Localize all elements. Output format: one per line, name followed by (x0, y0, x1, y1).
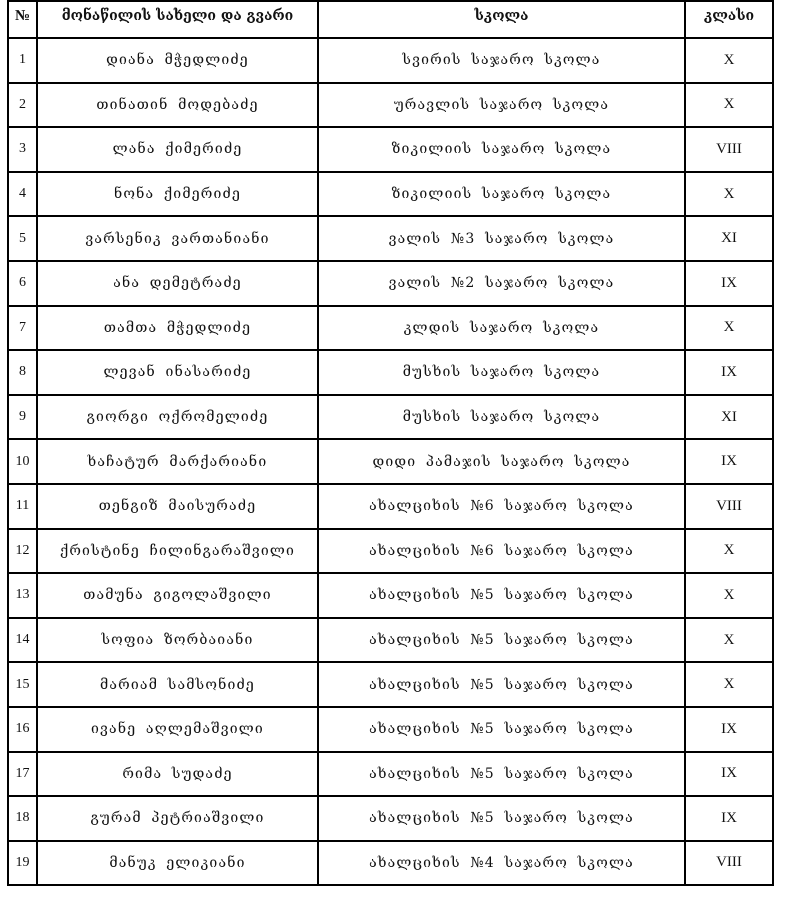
participant-name-cell: ქრისტინე ჩილინგარაშვილი (37, 529, 318, 574)
table-row (8, 752, 773, 797)
row-number-cell: 10 (8, 439, 37, 484)
participant-name-cell: თამუნა გიგოლაშვილი (37, 573, 318, 618)
school-cell: ახალციხის №5 საჯარო სკოლა (318, 707, 685, 752)
table-row (8, 216, 773, 261)
class-cell: X (685, 662, 773, 707)
participant-name-cell: გიორგი ოქრომელიძე (37, 395, 318, 440)
class-cell: X (685, 83, 773, 128)
participant-name-cell: გურამ პეტრიაშვილი (37, 796, 318, 841)
table-row (8, 484, 773, 529)
participant-name-cell: ლანა ქიმერიძე (37, 127, 318, 172)
school-cell: ახალციხის №5 საჯარო სკოლა (318, 618, 685, 663)
row-number-cell: 13 (8, 573, 37, 618)
row-number-cell: 9 (8, 395, 37, 440)
school-cell: ახალციხის №6 საჯარო სკოლა (318, 484, 685, 529)
row-number-cell: 7 (8, 306, 37, 351)
table-row (8, 83, 773, 128)
table-row (8, 127, 773, 172)
class-cell: X (685, 38, 773, 83)
row-number-cell: 3 (8, 127, 37, 172)
school-cell: ზიკილიის საჯარო სკოლა (318, 172, 685, 217)
class-cell: X (685, 529, 773, 574)
column-header-number: № (8, 1, 37, 38)
school-cell: ზიკილიის საჯარო სკოლა (318, 127, 685, 172)
row-number-cell: 18 (8, 796, 37, 841)
school-cell: ახალციხის №5 საჯარო სკოლა (318, 752, 685, 797)
class-cell: X (685, 618, 773, 663)
participant-name-cell: თამთა მჭედლიძე (37, 306, 318, 351)
row-number-cell: 6 (8, 261, 37, 306)
participant-name-cell: ვარსენიკ ვართანიანი (37, 216, 318, 261)
participant-name-cell: თენგიზ მაისურაძე (37, 484, 318, 529)
table-row (8, 172, 773, 217)
row-number-cell: 8 (8, 350, 37, 395)
table-row (8, 529, 773, 574)
table-body (8, 38, 773, 885)
column-header-school: სკოლა (318, 1, 685, 38)
row-number-cell: 2 (8, 83, 37, 128)
table-row (8, 662, 773, 707)
table-row (8, 841, 773, 886)
class-cell: VIII (685, 484, 773, 529)
participants-table (7, 0, 774, 886)
class-cell: IX (685, 707, 773, 752)
row-number-cell: 17 (8, 752, 37, 797)
school-cell: მუსხის საჯარო სკოლა (318, 395, 685, 440)
row-number-cell: 16 (8, 707, 37, 752)
school-cell: ახალციხის №6 საჯარო სკოლა (318, 529, 685, 574)
class-cell: VIII (685, 841, 773, 886)
class-cell: VIII (685, 127, 773, 172)
participant-name-cell: თინათინ მოდებაძე (37, 83, 318, 128)
school-cell: ახალციხის №5 საჯარო სკოლა (318, 796, 685, 841)
school-cell: ურავლის საჯარო სკოლა (318, 83, 685, 128)
table-row (8, 395, 773, 440)
participant-name-cell: რიმა სუდაძე (37, 752, 318, 797)
class-cell: IX (685, 261, 773, 306)
table-row (8, 350, 773, 395)
participant-name-cell: ანა დემეტრაძე (37, 261, 318, 306)
row-number-cell: 5 (8, 216, 37, 261)
participants-table-wrapper (7, 0, 774, 886)
participant-name-cell: ხაჩატურ მარქარიანი (37, 439, 318, 484)
table-row (8, 707, 773, 752)
row-number-cell: 19 (8, 841, 37, 886)
table-row (8, 261, 773, 306)
class-cell: XI (685, 216, 773, 261)
school-cell: ახალციხის №4 საჯარო სკოლა (318, 841, 685, 886)
class-cell: X (685, 573, 773, 618)
participant-name-cell: დიანა მჭედლიძე (37, 38, 318, 83)
class-cell: IX (685, 350, 773, 395)
row-number-cell: 4 (8, 172, 37, 217)
participant-name-cell: მარიამ სამსონიძე (37, 662, 318, 707)
school-cell: ახალციხის №5 საჯარო სკოლა (318, 662, 685, 707)
column-header-name: მონაწილის სახელი და გვარი (37, 1, 318, 38)
class-cell: IX (685, 752, 773, 797)
participant-name-cell: სოფია ზორბაიანი (37, 618, 318, 663)
participant-name-cell: ივანე აღლემაშვილი (37, 707, 318, 752)
table-row (8, 573, 773, 618)
school-cell: დიდი პამაჯის საჯარო სკოლა (318, 439, 685, 484)
participant-name-cell: ნონა ქიმერიძე (37, 172, 318, 217)
table-row (8, 306, 773, 351)
school-cell: ახალციხის №5 საჯარო სკოლა (318, 573, 685, 618)
row-number-cell: 11 (8, 484, 37, 529)
class-cell: XI (685, 395, 773, 440)
school-cell: ვალის №3 საჯარო სკოლა (318, 216, 685, 261)
participant-name-cell: მანუკ ელიკიანი (37, 841, 318, 886)
column-header-class: კლასი (685, 1, 773, 38)
row-number-cell: 12 (8, 529, 37, 574)
table-row (8, 796, 773, 841)
table-row (8, 618, 773, 663)
class-cell: X (685, 306, 773, 351)
school-cell: სვირის საჯარო სკოლა (318, 38, 685, 83)
table-header-row (8, 1, 773, 38)
school-cell: ვალის №2 საჯარო სკოლა (318, 261, 685, 306)
class-cell: IX (685, 439, 773, 484)
row-number-cell: 15 (8, 662, 37, 707)
school-cell: მუსხის საჯარო სკოლა (318, 350, 685, 395)
row-number-cell: 14 (8, 618, 37, 663)
class-cell: X (685, 172, 773, 217)
class-cell: IX (685, 796, 773, 841)
table-row (8, 38, 773, 83)
school-cell: კლდის საჯარო სკოლა (318, 306, 685, 351)
table-row (8, 439, 773, 484)
row-number-cell: 1 (8, 38, 37, 83)
participant-name-cell: ლევან ინასარიძე (37, 350, 318, 395)
